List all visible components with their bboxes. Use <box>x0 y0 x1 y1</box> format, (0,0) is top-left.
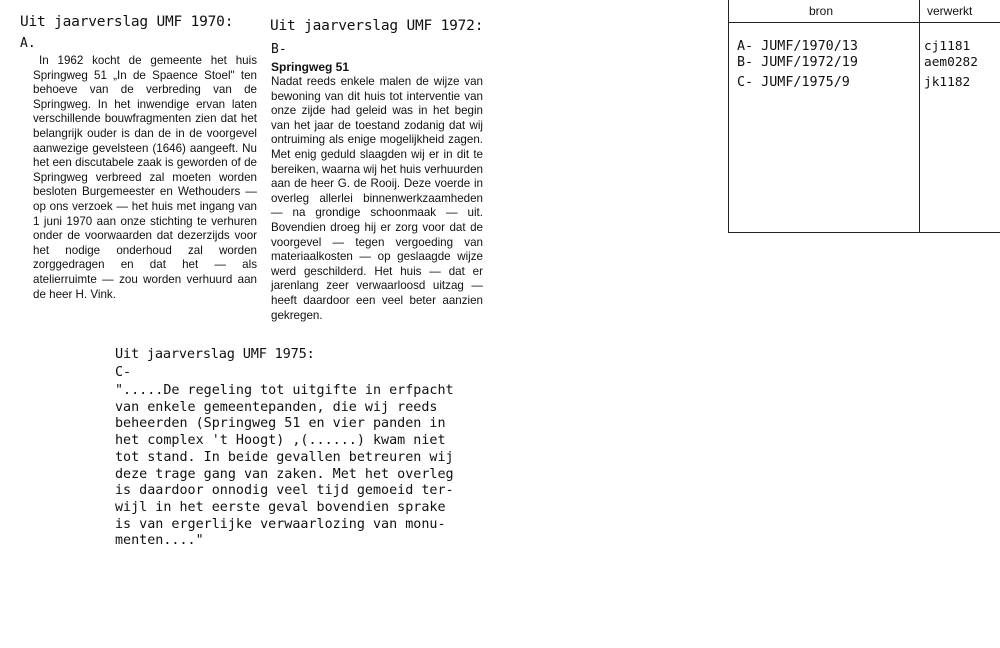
header-bron: bron <box>809 4 834 18</box>
source-ref: C- JUMF/1975/9 <box>737 75 850 90</box>
section-b-heading: Uit jaarverslag UMF 1972: <box>270 18 484 34</box>
section-b-body: Nadat reeds enkele malen de wijze van bewoning van dit huis tot interventie van onze zijde had geleid was in het begin van het jaar de toestand zodanig dat wij ontruiming als enige mogelijkheid zagen. Met enig geduld slaagden wij er in dit te bereiken, waarna wij het huis verhuurden aan de heer G. de Rooij. Deze voerde in overleg allerlei binnenwerkzaamheden — na grondige schoonmaak — uit. Bovendien droeg hij er zorg voor dat de voorgevel — tegen vergoeding van materiaalkosten — op geslaagde wijze werd geschilderd. Het huis — dat er jarenlang zeer verwaarloosd uitzag — heeft daardoor een veel beter aanzien gekregen. <box>271 75 483 322</box>
section-b-text <box>271 60 483 323</box>
sources-table <box>728 0 1000 233</box>
processed-ref: cj1181 <box>924 39 971 54</box>
section-c-quote: ".....De regeling tot uitgifte in erfpacht van enkele gemeentepanden, die wij reeds beheerden (Springweg 51 en vier panden in het complex 't Hoogt) ,(......) kwam niet tot stand. In beide gevallen betreuren wij deze trage gang van zaken. Met het overleg is daardoor onnodig veel tijd gemoeid ter- wijl in het eerste geval bovendien sprake is van ergerlijke verwaarlozing van monu- menten...." <box>115 383 454 549</box>
section-b-subheading: Springweg 51 <box>271 60 350 74</box>
sources-table-header <box>729 0 1000 23</box>
source-ref: A- JUMF/1970/13 <box>737 39 858 54</box>
section-b-marker: B- <box>271 42 287 57</box>
processed-ref: jk1182 <box>924 75 971 90</box>
section-c-marker: C- <box>115 365 132 380</box>
processed-ref: aem0282 <box>924 55 978 70</box>
section-a-heading: Uit jaarverslag UMF 1970: <box>20 14 234 30</box>
section-a-marker: A. <box>20 36 36 51</box>
section-a-body: In 1962 kocht de gemeente het huis Springweg 51 „In de Spaence Stoel" ten behoeve van de verbreding van de Springweg. In het inwendige ervan laten verschillende bouwfragmenten zien dat het belangrijk ouder is dan de in de voorgevel aanwezige gevelsteen (1646) aangeeft. Nu het een discutabele zaak is geworden of de Springweg verbreed zal moeten worden besloten Burgemeester en Wethouders — op ons verzoek — het huis met ingang van 1 juni 1970 aan onze stichting te verhuren onder de voorwaarden dat dezerzijds voor het nodige onderhoud zal worden zorggedragen en dat het — als atelierruimte — zou worden verhuurd aan de heer H. Vink. <box>33 54 257 301</box>
column-divider <box>919 0 920 232</box>
section-a-text <box>33 54 257 302</box>
section-c-heading: Uit jaarverslag UMF 1975: <box>115 346 315 362</box>
header-verwerkt: verwerkt <box>927 4 973 18</box>
source-ref: B- JUMF/1972/19 <box>737 55 858 70</box>
